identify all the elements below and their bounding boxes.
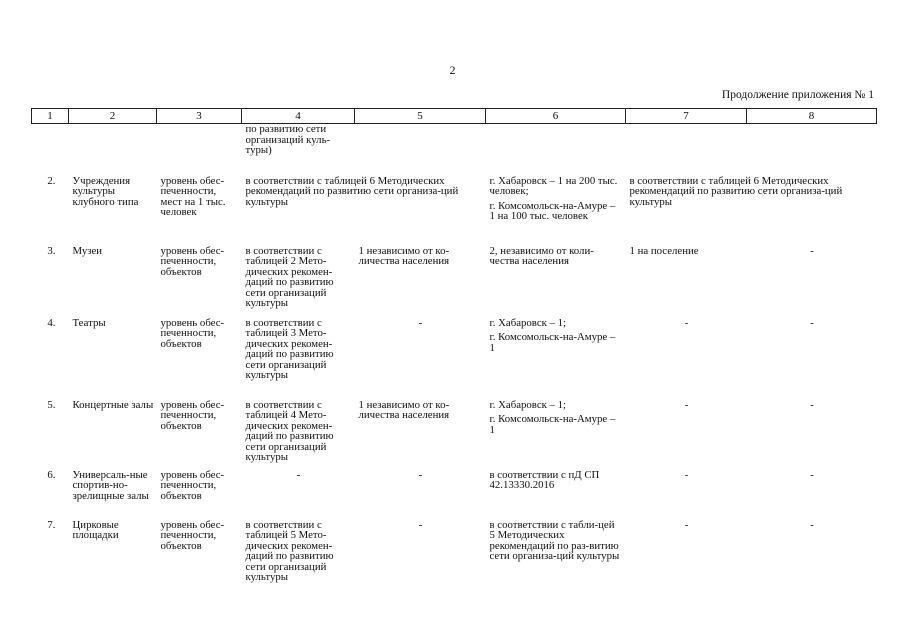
appendix-caption: Продолжение приложения № 1 — [721, 89, 874, 101]
column-header: 8 — [747, 109, 877, 124]
column-header: 2 — [69, 109, 157, 124]
norm-cell: - — [296, 468, 301, 481]
table-row — [32, 318, 877, 400]
rural-norm-cell: - — [810, 398, 814, 411]
row-number: 5. — [47, 398, 56, 411]
city-norm-cell — [486, 470, 626, 520]
rural-norm-cell: - — [810, 316, 814, 329]
table-row — [32, 470, 877, 520]
column-header: 6 — [486, 109, 626, 124]
settlement-norm-cell: в соответствии с таблицей 6 Методических рекомендаций по развитию сети организа-ций культуры — [629, 174, 843, 208]
norm-cell: в соответствии с таблицей 6 Методических рекомендаций по развитию сети организа-ций культуры — [245, 174, 459, 208]
city-norm-cell — [486, 520, 626, 590]
column-header: 5 — [355, 109, 486, 124]
city-norm-line: г. Хабаровск – 1; — [489, 398, 567, 411]
facilities-table — [31, 108, 877, 590]
page-number: 2 — [449, 63, 456, 77]
city-norm-line: г. Хабаровск – 1; — [489, 316, 567, 329]
norm-cell: в соответствии с таблицей 4 Мето-дических рекомен-даций по развитию сети организаций культуры — [245, 398, 334, 463]
facility-name: Театры — [72, 316, 106, 329]
indicator-cell: уровень обес-печенности, мест на 1 тыс. человек — [160, 174, 226, 218]
city-norm-cell — [486, 400, 626, 470]
indicator-cell: уровень обес-печенности, объектов — [160, 398, 225, 432]
indicator-cell: уровень обес-печенности, объектов — [160, 316, 225, 350]
facility-name: Музеи — [72, 244, 103, 257]
regional-norm-cell: 1 независимо от ко-личества населения — [358, 398, 450, 421]
norm-cell: в соответствии с таблицей 5 Мето-дических рекомен-даций по развитию сети организаций культуры — [245, 518, 334, 583]
rural-norm-cell: - — [810, 518, 814, 531]
rural-norm-cell: - — [810, 244, 814, 257]
column-number-row — [32, 109, 877, 124]
table-row — [32, 520, 877, 590]
column-header: 3 — [157, 109, 242, 124]
city-norm-line: г. Комсомольск-на-Амуре – 1 на 100 тыс. человек — [489, 199, 616, 222]
row-number: 6. — [47, 468, 56, 481]
norm-cell: в соответствии с таблицей 3 Мето-дических рекомен-даций по развитию сети организаций культуры — [245, 316, 334, 381]
column-header: 7 — [626, 109, 747, 124]
settlement-norm-cell: - — [684, 468, 689, 481]
table-row — [32, 176, 877, 246]
column-header: 4 — [242, 109, 355, 124]
settlement-norm-cell: - — [684, 316, 689, 329]
regional-norm-cell: - — [418, 316, 423, 329]
regional-norm-cell: 1 независимо от ко-личества населения — [358, 244, 450, 267]
city-norm-cell — [486, 176, 626, 246]
row-number: 3. — [47, 244, 56, 257]
city-norm-line: г. Хабаровск – 1 на 200 тыс. человек; — [489, 174, 618, 197]
column-header: 1 — [32, 109, 69, 124]
row-number: 7. — [47, 518, 56, 531]
table-row — [32, 400, 877, 470]
city-norm-cell — [486, 318, 626, 400]
city-norm-cell — [486, 246, 626, 318]
city-norm-line: 2, независимо от коли-чества населения — [489, 244, 594, 267]
indicator-cell: уровень обес-печенности, объектов — [160, 468, 225, 502]
regional-norm-cell: - — [418, 518, 423, 531]
city-norm-line: г. Комсомольск-на-Амуре – 1 — [489, 413, 616, 436]
city-norm-line: в соответствии с пД СП 42.13330.2016 — [489, 468, 600, 491]
table-row — [32, 246, 877, 318]
city-norm-line: в соответствии с табли-цей 5 Методических рекомендаций по раз-витию сети организа-ций культуры — [489, 518, 620, 562]
row-number: 2. — [47, 174, 56, 187]
settlement-norm-cell: - — [684, 398, 689, 411]
continuation-cell: по развитию сети организаций куль-туры) — [245, 123, 331, 156]
settlement-norm-cell: - — [684, 518, 689, 531]
rural-norm-cell: - — [810, 468, 814, 481]
regional-norm-cell: - — [418, 468, 423, 481]
row-number: 4. — [47, 316, 56, 329]
settlement-norm-cell: 1 на поселение — [629, 244, 699, 257]
indicator-cell: уровень обес-печенности, объектов — [160, 244, 225, 278]
facility-name: Универсаль-ные спортив-но-зрелищные залы — [72, 468, 149, 502]
facility-name: Учреждения культуры клубного типа — [72, 174, 139, 208]
city-norm-line: г. Комсомольск-на-Амуре – 1 — [489, 331, 616, 354]
norm-cell: в соответствии с таблицей 2 Мето-дических рекомен-даций по развитию сети организаций культуры — [245, 244, 334, 309]
indicator-cell: уровень обес-печенности, объектов — [160, 518, 225, 552]
facility-name: Концертные залы — [72, 398, 154, 411]
continuation-row — [32, 124, 877, 176]
facility-name: Цирковые площадки — [72, 518, 119, 541]
